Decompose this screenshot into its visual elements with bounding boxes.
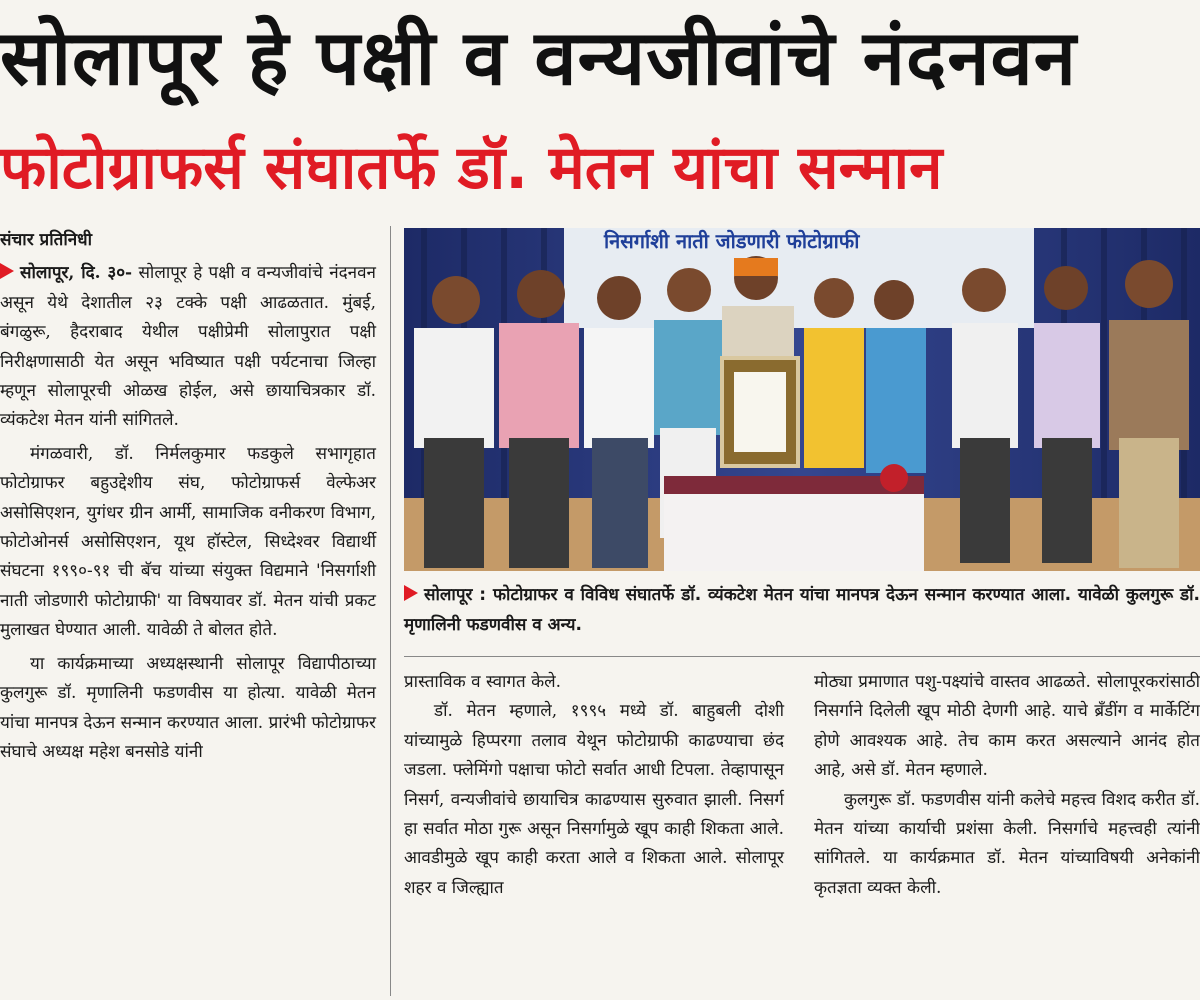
mid-paragraph-2: डॉ. मेतन म्हणाले, १९९५ मध्ये डॉ. बाहुबली दोशी यांच्यामुळे हिप्परगा तलाव येथून फोटोग्राफी काढण्याचा छंद जडला. फ्लेमिंगो पक्षाचा फोटो सर्वात आधी टिपला. तेव्हापासून निसर्ग, वन्यजीवांचे छायाचित्र काढण्यास सुरुवात झाली. निसर्ग हा सर्वात मोठा गुरू असून निसर्गामुळे खूप काही शिकता आले. आवडीमुळे खूप काही करता आले व शिकता आले. सोलापूर शहर व जिल्ह्यात <box>404 701 784 898</box>
paragraph-3: या कार्यक्रमाच्या अध्यक्षस्थानी सोलापूर विद्यापीठाच्या कुलगुरू डॉ. मृणालिनी फडणवीस या होत्या. यावेळी मेतन यांचा मानपत्र देऊन सन्मान करण्यात आला. प्रारंभी फोटोग्राफर संघाचे अध्यक्ष महेश बनसोडे यांनी <box>0 653 376 762</box>
right-paragraph-1: मोठ्या प्रमाणात पशु-पक्ष्यांचे वास्तव आढळते. सोलापूरकरांसाठी निसर्गाने दिलेली खूप मोठी देणगी आहे. याचे ब्रँडींग व मार्केटिंग होणे आवश्यक आहे. तेच काम करत असल्याने आनंद होत आहे, असे डॉ. मेतन म्हणाले. <box>814 672 1200 781</box>
column-divider <box>390 226 391 996</box>
subheadline: फोटोग्राफर्स संघातर्फे डॉ. मेतन यांचा सन्मान <box>0 133 943 203</box>
caption-text: फोटोग्राफर व विविध संघातर्फे डॉ. व्यंकटेश मेतन यांचा मानपत्र देऊन सन्मान करण्यात आला. यावेळी कुलगुरू डॉ. मृणालिनी फडणवीस व अन्य. <box>404 585 1200 635</box>
paragraph-1 <box>0 259 376 435</box>
article-column-right <box>814 668 1200 998</box>
caption-lead: सोलापूर : <box>424 585 487 605</box>
banner-text: निसर्गाशी नाती जोडणारी फोटोग्राफी <box>604 229 860 253</box>
paragraph-2: मंगळवारी, डॉ. निर्मलकुमार फडकुले सभागृहात फोटोग्राफर बहुउद्देशीय संघ, फोटोग्राफर्स वेल्फेअर असोसिएशन, युगंधर ग्रीन आर्मी, सामाजिक वनीकरण विभाग, फोटोओनर्स असोसिएशन, यूथ हॉस्टेल, सिध्देश्वर विद्यार्थी संघटना १९९०-९१ ची बॅच यांच्या संयुक्त विद्यमाने 'निसर्गाशी नाती जोडणारी फोटोग्राफी' या विषयावर डॉ. मेतन यांची प्रकट मुलाखत घेण्यात आली. यावेळी ते बोलत होते. <box>0 443 376 641</box>
article-column-left <box>0 226 376 996</box>
event-photo-illustration <box>404 228 1200 571</box>
right-paragraph-2: कुलगुरू डॉ. फडणवीस यांनी कलेचे महत्त्व विशद करीत डॉ. मेतन यांच्या कार्याची प्रशंसा केली. निसर्गाचे महत्त्वही त्यांनी सांगितले. या कार्यक्रमात डॉ. मेतन यांच्याविषयी अनेकांनी कृतज्ञता व्यक्त केली. <box>814 789 1200 898</box>
caption-divider <box>404 656 1200 657</box>
byline: संचार प्रतिनिधी <box>0 230 93 250</box>
event-photo <box>404 228 1200 571</box>
paragraph-1-text: सोलापूर हे पक्षी व वन्यजीवांचे नंदनवन असून येथे देशातील २३ टक्के पक्षी आढळतात. मुंबई, बंगळुरू, हैदराबाद येथील पक्षीप्रेमी सोलापुरात पक्षी निरीक्षणासाठी येत असून भविष्यात पक्षी पर्यटनाचा जिल्हा म्हणून सोलापूरची ओळख होईल, असे छायाचित्रकार डॉ. व्यंकटेश मेतन यांनी सांगितले. <box>0 263 376 431</box>
article-column-middle <box>404 668 784 998</box>
dateline: सोलापूर, दि. ३०- <box>20 263 133 284</box>
photo-caption <box>404 580 1200 640</box>
mid-paragraph-1: प्रास्ताविक व स्वागत केले. <box>404 672 562 692</box>
headline: सोलापूर हे पक्षी व वन्यजीवांचे नंदनवन <box>0 13 1077 102</box>
red-triangle-bullet-icon <box>0 263 14 279</box>
red-triangle-bullet-icon <box>404 585 418 601</box>
